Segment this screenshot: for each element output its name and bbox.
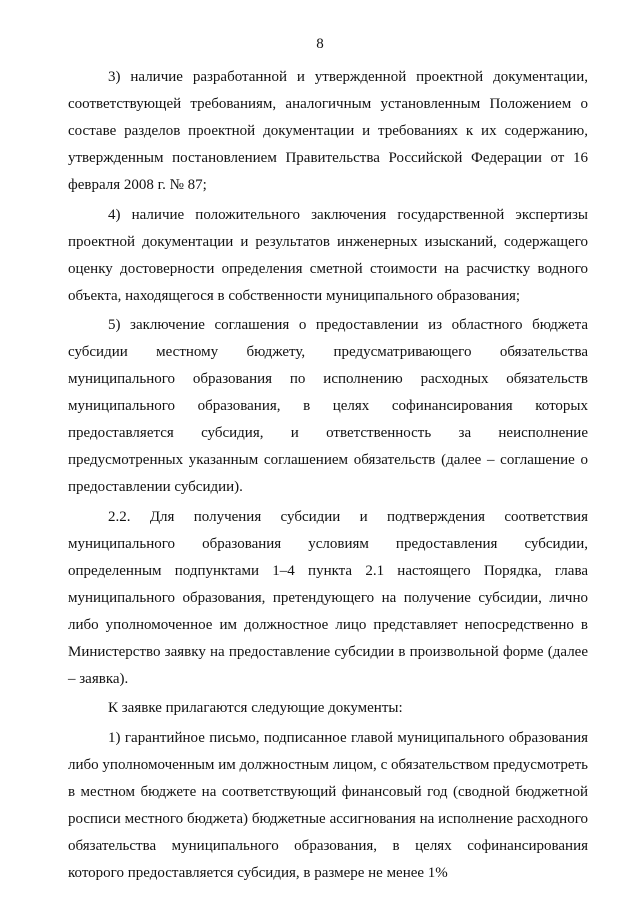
- paragraph-item-5-subsidy-agreement: 5) заключение соглашения о предоставлении из областного бюджета субсидии местному бюджету, предусматривающего обязательства муниципального образования по исполнению расходных обязательств муниципального образования, в целях софинансирования которых предоставляется субсидия, и ответственность за неисполнение предусмотренных указанным соглашением обязательств (далее – соглашение о предоставлении субсидии).: [68, 317, 588, 496]
- paragraph-2-2-application: 2.2. Для получения субсидии и подтверждения соответствия муниципального образования условиям предоставления субсидии, определенным подпунктами 1–4 пункта 2.1 настоящего Порядка, глава муниципального образования, претендующего на получение субсидии, лично либо уполномоченное им должностное лицо представляет непосредственно в Министерство заявку на предоставление субсидии в произвольной форме (далее – заявка).: [68, 508, 588, 687]
- paragraph-item-4-state-expertise: 4) наличие положительного заключения государственной экспертизы проектной документации и результатов инженерных изысканий, содержащего оценку достоверности определения сметной стоимости на расчистку водного объекта, находящегося в собственности муниципального образования;: [68, 206, 588, 304]
- document-body: [68, 64, 588, 890]
- page-number: 8: [316, 36, 324, 52]
- paragraph-attached-documents-intro: К заявке прилагаются следующие документы:: [108, 700, 403, 717]
- paragraph-item-1-guarantee-letter: 1) гарантийное письмо, подписанное главой муниципального образования либо уполномоченным им должностным лицом, с обязательством предусмотреть в местном бюджете на соответствующий финансовый год (сводной бюджетной росписи местного бюджета) бюджетные ассигнования на исполнение расходного обязательства муниципального образования, в целях софинансирования которого предоставляется субсидия, в размере не менее 1%: [68, 729, 588, 881]
- paragraph-item-3-project-documentation: 3) наличие разработанной и утвержденной проектной документации, соответствующей требованиям, аналогичным установленным Положением о составе разделов проектной документации и требованиях к их содержанию, утвержденным постановлением Правительства Российской Федерации от 16 февраля 2008 г. № 87;: [68, 69, 588, 193]
